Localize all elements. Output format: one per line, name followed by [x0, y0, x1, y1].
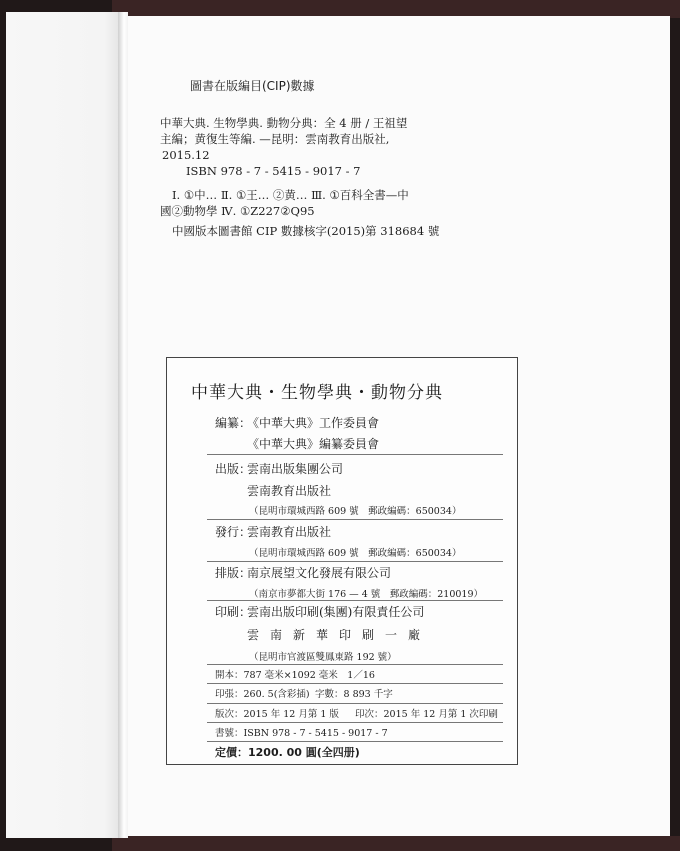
book-cover-edge-bottom	[112, 836, 680, 851]
book-title: 中華大典・生物學典・動物分典	[191, 383, 443, 403]
cip-line: 2015.12	[162, 148, 210, 162]
publisher: 雲南出版集團公司	[247, 462, 344, 476]
typeset-label: 排版：	[215, 566, 252, 580]
publisher: 雲南教育出版社	[247, 484, 332, 498]
printer-row	[215, 603, 424, 620]
divider	[207, 722, 503, 723]
divider	[207, 561, 503, 562]
cip-classification: 國②動物學 Ⅳ. ①Z227②Q95	[160, 204, 315, 218]
editor: 《中華大典》工作委員會	[247, 416, 380, 430]
printer-address: （昆明市官渡區雙鳳東路 192 號）	[249, 652, 397, 663]
cip-isbn: ISBN 978 - 7 - 5415 - 9017 - 7	[186, 164, 361, 178]
isbn: 書號：ISBN 978 - 7 - 5415 - 9017 - 7	[215, 728, 388, 739]
printer-label: 印刷：	[215, 605, 252, 619]
distributor-label: 發行：	[215, 525, 252, 539]
format-spec: 開本：787 毫米×1092 毫米 1／16	[215, 670, 375, 681]
cip-classification: Ⅰ. ①中… Ⅱ. ①王… ②黄… Ⅲ. ①百科全書—中	[172, 188, 409, 202]
divider	[207, 741, 503, 742]
distributor-address: （昆明市環城西路 609 號 郵政編碼：650034）	[249, 548, 462, 559]
cip-line: 中華大典. 生物學典. 動物分典：全 4 册 / 王祖望	[160, 116, 408, 130]
editor: 《中華大典》編纂委員會	[247, 437, 380, 451]
cip-line: 主編；黄復生等編. —昆明：雲南教育出版社,	[160, 132, 390, 146]
divider	[207, 600, 503, 601]
cip-heading: 圖書在版編目(CIP)數據	[190, 79, 315, 93]
print-sheets: 印張：260. 5(含彩插)	[215, 689, 310, 700]
publisher-address: （昆明市環城西路 609 號 郵政編碼：650034）	[249, 506, 462, 517]
divider	[207, 683, 503, 684]
book-spine	[118, 12, 128, 838]
cip-approval-number: 中國版本圖書館 CIP 數據核字(2015)第 318684 號	[172, 224, 440, 238]
colophon-box	[166, 357, 518, 765]
divider	[207, 664, 503, 665]
distributor: 雲南教育出版社	[247, 525, 332, 539]
divider	[207, 703, 503, 704]
word-count: 字數：8 893 千字	[315, 689, 393, 700]
printing: 印次：2015 年 12 月第 1 次印刷	[355, 709, 498, 720]
typesetter-address: （南京市夢都大街 176 — 4 號 郵政編碼：210019）	[249, 589, 484, 600]
publisher-label: 出版：	[215, 462, 252, 476]
printer: 雲南出版印刷(集團)有限責任公司	[247, 605, 425, 619]
price: 定價：1200. 00 圓(全四册)	[215, 746, 360, 759]
cip-data-block	[160, 78, 460, 239]
typesetter: 南京展望文化發展有限公司	[247, 566, 392, 580]
editors-label: 編纂：	[215, 416, 252, 430]
edition: 版次：2015 年 12 月第 1 版	[215, 709, 339, 720]
distributor-row	[215, 523, 331, 540]
printer-factory: 雲南新華印刷一廠	[247, 628, 432, 642]
divider	[207, 454, 503, 455]
divider	[207, 519, 503, 520]
publisher-row	[215, 460, 343, 477]
typesetter-row	[215, 564, 391, 581]
editors-row	[215, 414, 379, 431]
left-page	[6, 12, 122, 838]
